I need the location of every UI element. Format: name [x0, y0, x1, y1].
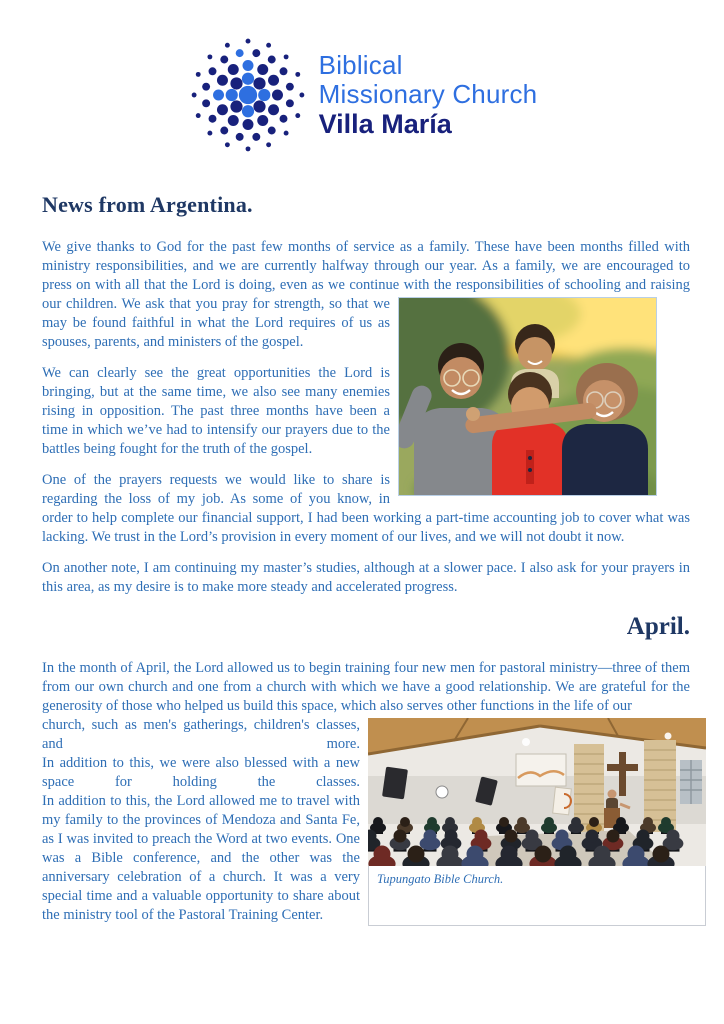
april-wrap-line-2: In addition to this, we were also blessed with a new space for holding the classes. [42, 755, 360, 790]
church-logo-wordmark [319, 51, 538, 139]
church-photo [368, 718, 706, 866]
church-logo-dots-icon [187, 34, 309, 156]
paragraph-3: One of the prayers requests we would like to share is regarding the loss of my job. As some of you know, in order to help complete our financial support, I had been working a part-time accounting job to cover what was lacking. We trust in the Lord’s provision in every moment of our lives, and we will not doubt it now. [42, 472, 690, 545]
logo-line-3: Villa María [318, 108, 452, 139]
wall-clock [436, 786, 448, 798]
photo-caption-box [368, 866, 706, 926]
logo-line-2: Missionary Church [318, 78, 538, 109]
paragraph-1-lead: We give thanks to God for the past few months of service as a family. These have been months filled with ministry responsibilities, and we are currently halfway through our year. As a family, we are encouraged to press on with all that the Lord is doing, even as we continue with the [42, 239, 690, 293]
church-logo [0, 0, 724, 156]
window-right [680, 760, 702, 804]
paragraph-1-wrap: responsibilities of schooling and raising our children. We ask that you pray for strength, so that we may be found faithful in what the Lord requires of us as spouses, parents, and ministers of the gospel. [42, 277, 690, 350]
paragraph-4: On another note, I am continuing my master’s studies, although at a slower pace. I also ask for your prayers in this area, as my desire is to make more steady and accelerated progress. [42, 560, 690, 595]
logo-line-1: Biblical [318, 49, 403, 80]
church-photo-figure [368, 718, 706, 926]
april-paragraph-lead: In the month of April, the Lord allowed us to begin training four new men for pastoral ministry—three of them from our own church and one from a church with which we have a good relationship. We are grateful for the generosity of those who helped us build this space, which also serves other functions in the life of our [42, 660, 690, 714]
wall-poster [553, 787, 572, 815]
photo-caption: Tupungato Bible Church. [377, 872, 504, 886]
paragraph-2: We can clearly see the great opportunities the Lord is bringing, but at the same time, we also see many enemies rising in opposition. The past three months have been a time in which we’ve had to intensify our prayers due to the battles being fought for the truth of the gospel. [42, 365, 390, 457]
projection-screen [516, 754, 566, 786]
paragraph-1 [42, 238, 690, 352]
april-paragraph-rest: In addition to this, the Lord allowed me to travel with my family to the provinces of Mendoza and Santa Fe, as I was invited to preach the Word at two events. One was a Bible conference, and the other was the anniversary celebration of a church. It was a very special time and a valuable opportunity to share about the ministry tool of the Pastoral Training Center. [42, 793, 360, 923]
april-paragraph [42, 659, 690, 925]
april-wrap-line-1: church, such as men's gatherings, children's classes, and more. [42, 717, 360, 752]
speaker-left [382, 767, 408, 800]
family-photo [398, 297, 657, 496]
newsletter-body [0, 192, 724, 925]
section-title-april: April. [626, 613, 690, 640]
family-photo-figure [398, 297, 655, 496]
section-title-news: News from Argentina. [42, 192, 253, 217]
